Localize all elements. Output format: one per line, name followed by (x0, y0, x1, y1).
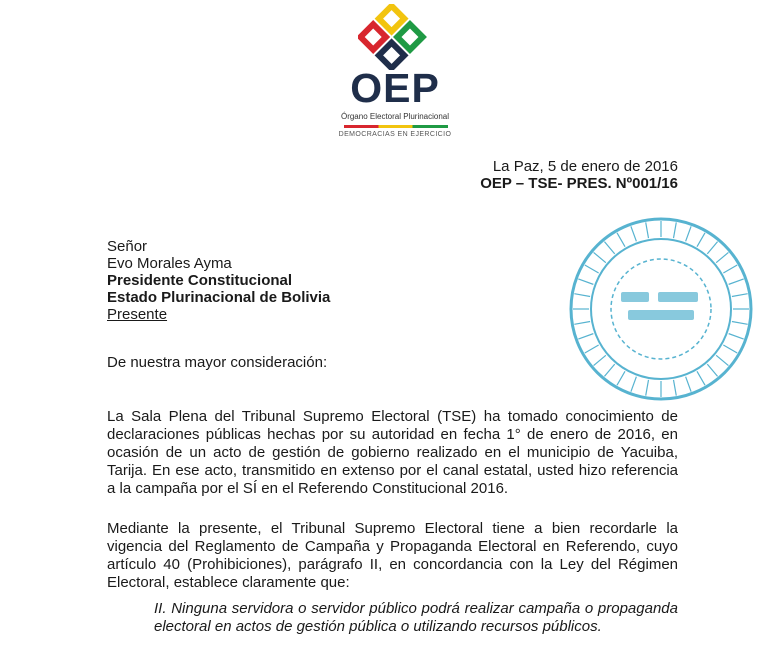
recipient-address (107, 238, 330, 323)
recipient-name: Evo Morales Ayma (107, 255, 232, 272)
logo-motto: DEMOCRACIAS EN EJERCICIO (338, 131, 452, 138)
greeting: De nuestra mayor consideración: (107, 354, 328, 371)
reference-number: OEP – TSE- PRES. Nº001/16 (480, 175, 678, 192)
oep-emblem-icon (358, 4, 428, 70)
logo-subtitle: Órgano Electoral Plurinacional (340, 112, 450, 121)
logo-title: OEP (350, 65, 440, 111)
logo-color-bar (344, 125, 448, 128)
paragraph-2: Mediante la presente, el Tribunal Supremo Electoral tiene a bien recordarle la vigencia del Reglamento de Campaña y Propaganda Electoral en Referendo, cuyo artículo 40 (Prohibiciones), parágrafo II, en concordancia con la Ley del Régimen Electoral, establece claramente que: (107, 520, 678, 591)
dateline: La Paz, 5 de enero de 2016 (492, 158, 678, 175)
reception-stamp-icon (566, 214, 756, 404)
recipient-title: Presidente Constitucional (107, 272, 293, 289)
recipient-state: Estado Plurinacional de Bolivia (107, 289, 331, 306)
quoted-article: II. Ninguna servidora o servidor público podrá realizar campaña o propaganda electoral en actos de gestión pública o utilizando recursos públicos. (154, 600, 678, 635)
paragraph-1: La Sala Plena del Tribunal Supremo Electoral (TSE) ha tomado conocimiento de declaraciones públicas hechas por su autoridad en fecha 1° de enero de 2016, en ocasión de un acto de gestión de gobierno realizado en el municipio de Yacuiba, Tarija. En ese acto, transmitido en extenso por el canal estatal, usted hizo referencia a la campaña por el SÍ en el Referendo Constitucional 2016. (107, 408, 678, 497)
oep-logo (336, 4, 454, 144)
salutation: Señor (107, 238, 148, 255)
present-label: Presente (107, 306, 168, 323)
